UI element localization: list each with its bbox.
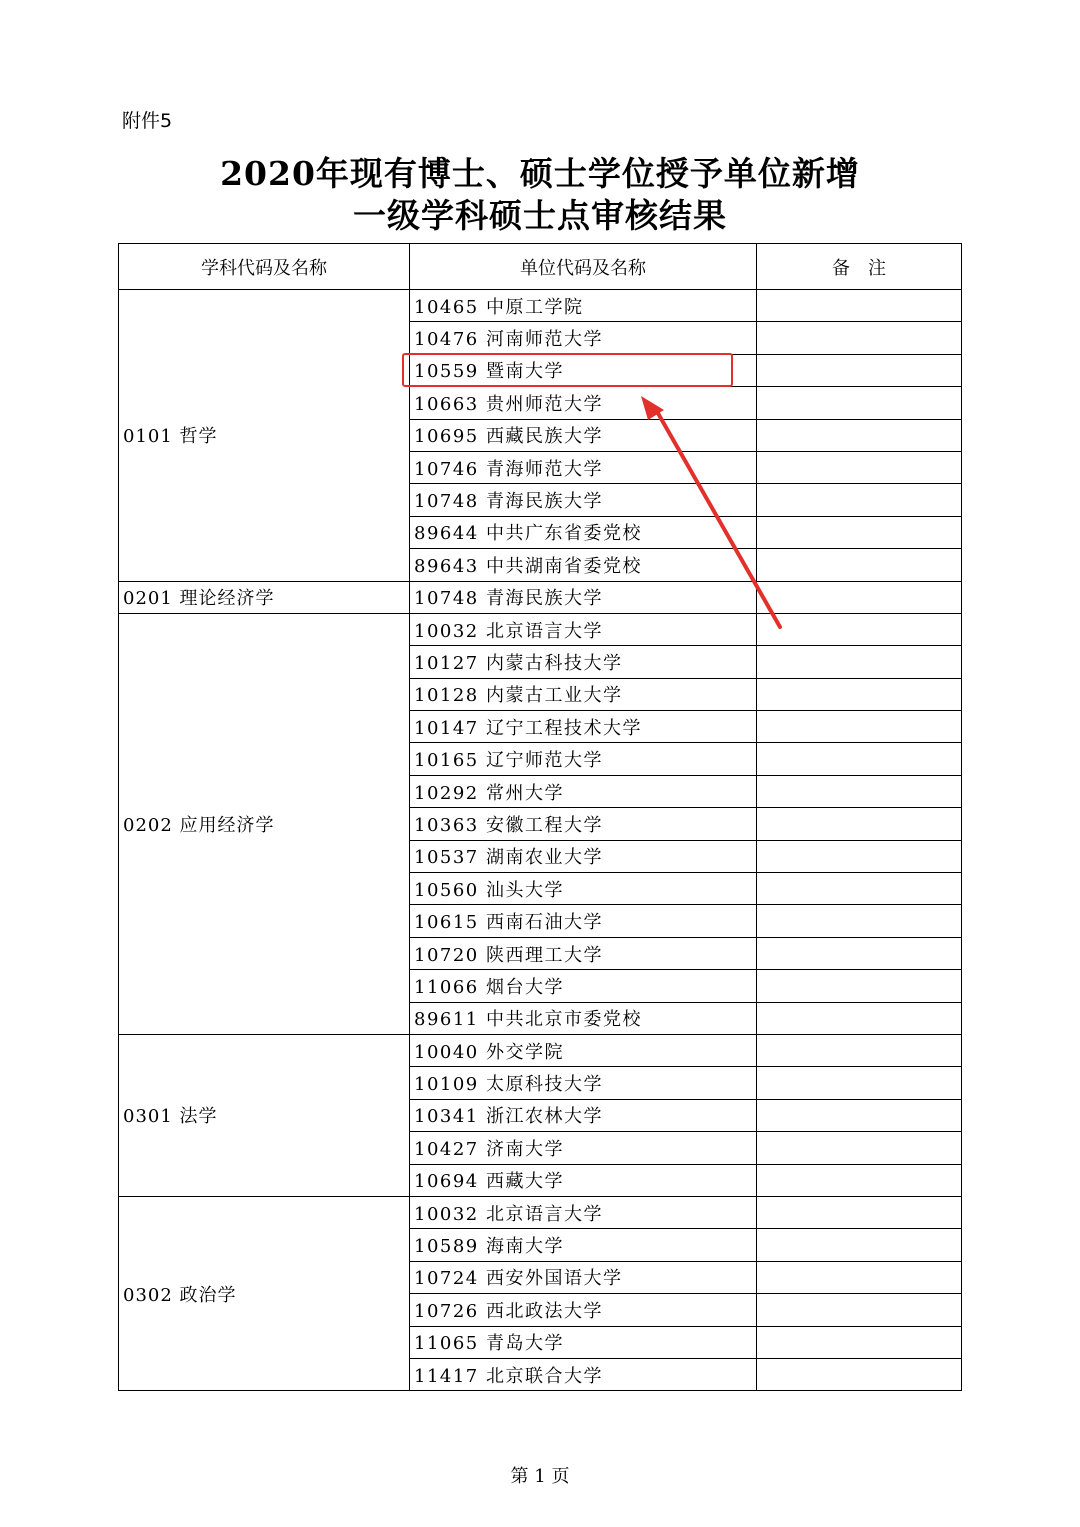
unit-cell: 10032 北京语言大学 bbox=[410, 613, 757, 645]
unit-cell: 11065 青岛大学 bbox=[410, 1326, 757, 1358]
unit-cell: 10147 辽宁工程技术大学 bbox=[410, 711, 757, 743]
attachment-label: 附件5 bbox=[122, 110, 173, 132]
document-title-line-2: 一级学科硕士点审核结果 bbox=[353, 196, 727, 235]
unit-cell: 10560 汕头大学 bbox=[410, 873, 757, 905]
unit-cell: 10476 河南师范大学 bbox=[410, 322, 757, 354]
unit-cell: 10465 中原工学院 bbox=[410, 290, 757, 322]
unit-cell: 10363 安徽工程大学 bbox=[410, 808, 757, 840]
page-number: 第 1 页 bbox=[510, 1466, 570, 1487]
header-subject: 学科代码及名称 bbox=[119, 244, 410, 290]
unit-cell: 10427 济南大学 bbox=[410, 1132, 757, 1164]
subject-cell: 0101 哲学 bbox=[119, 290, 410, 582]
unit-cell: 89611 中共北京市委党校 bbox=[410, 1002, 757, 1034]
unit-cell: 89643 中共湖南省委党校 bbox=[410, 549, 757, 581]
unit-cell: 10726 西北政法大学 bbox=[410, 1294, 757, 1326]
unit-cell: 10109 太原科技大学 bbox=[410, 1067, 757, 1099]
header-note: 备 注 bbox=[757, 244, 962, 290]
unit-cell: 10341 浙江农林大学 bbox=[410, 1099, 757, 1131]
unit-cell: 10127 内蒙古科技大学 bbox=[410, 646, 757, 678]
subject-cell: 0201 理论经济学 bbox=[119, 581, 410, 613]
arrow-shaft bbox=[655, 408, 780, 627]
unit-cell: 10537 湖南农业大学 bbox=[410, 840, 757, 872]
unit-cell: 10748 青海民族大学 bbox=[410, 484, 757, 516]
document-title-line-1: 2020年现有博士、硕士学位授予单位新增 bbox=[220, 154, 860, 193]
unit-cell: 10589 海南大学 bbox=[410, 1229, 757, 1261]
unit-cell: 10746 青海师范大学 bbox=[410, 451, 757, 483]
header-unit: 单位代码及名称 bbox=[410, 244, 757, 290]
unit-cell: 11417 北京联合大学 bbox=[410, 1358, 757, 1390]
unit-cell: 10694 西藏大学 bbox=[410, 1164, 757, 1196]
unit-cell: 10615 西南石油大学 bbox=[410, 905, 757, 937]
unit-cell: 10724 西安外国语大学 bbox=[410, 1261, 757, 1293]
unit-cell: 10040 外交学院 bbox=[410, 1034, 757, 1066]
unit-cell: 10663 贵州师范大学 bbox=[410, 387, 757, 419]
subject-cell: 0202 应用经济学 bbox=[119, 613, 410, 1034]
unit-cell: 10128 内蒙古工业大学 bbox=[410, 678, 757, 710]
unit-cell: 10720 陕西理工大学 bbox=[410, 937, 757, 969]
subject-cell: 0301 法学 bbox=[119, 1034, 410, 1196]
unit-cell: 10748 青海民族大学 bbox=[410, 581, 757, 613]
unit-cell: 11066 烟台大学 bbox=[410, 970, 757, 1002]
unit-cell: 10695 西藏民族大学 bbox=[410, 419, 757, 451]
unit-cell: 10032 北京语言大学 bbox=[410, 1196, 757, 1228]
unit-cell: 10165 辽宁师范大学 bbox=[410, 743, 757, 775]
unit-cell: 10559 暨南大学 bbox=[410, 354, 757, 386]
subject-cell: 0302 政治学 bbox=[119, 1196, 410, 1390]
unit-cell: 89644 中共广东省委党校 bbox=[410, 516, 757, 548]
unit-cell: 10292 常州大学 bbox=[410, 775, 757, 807]
